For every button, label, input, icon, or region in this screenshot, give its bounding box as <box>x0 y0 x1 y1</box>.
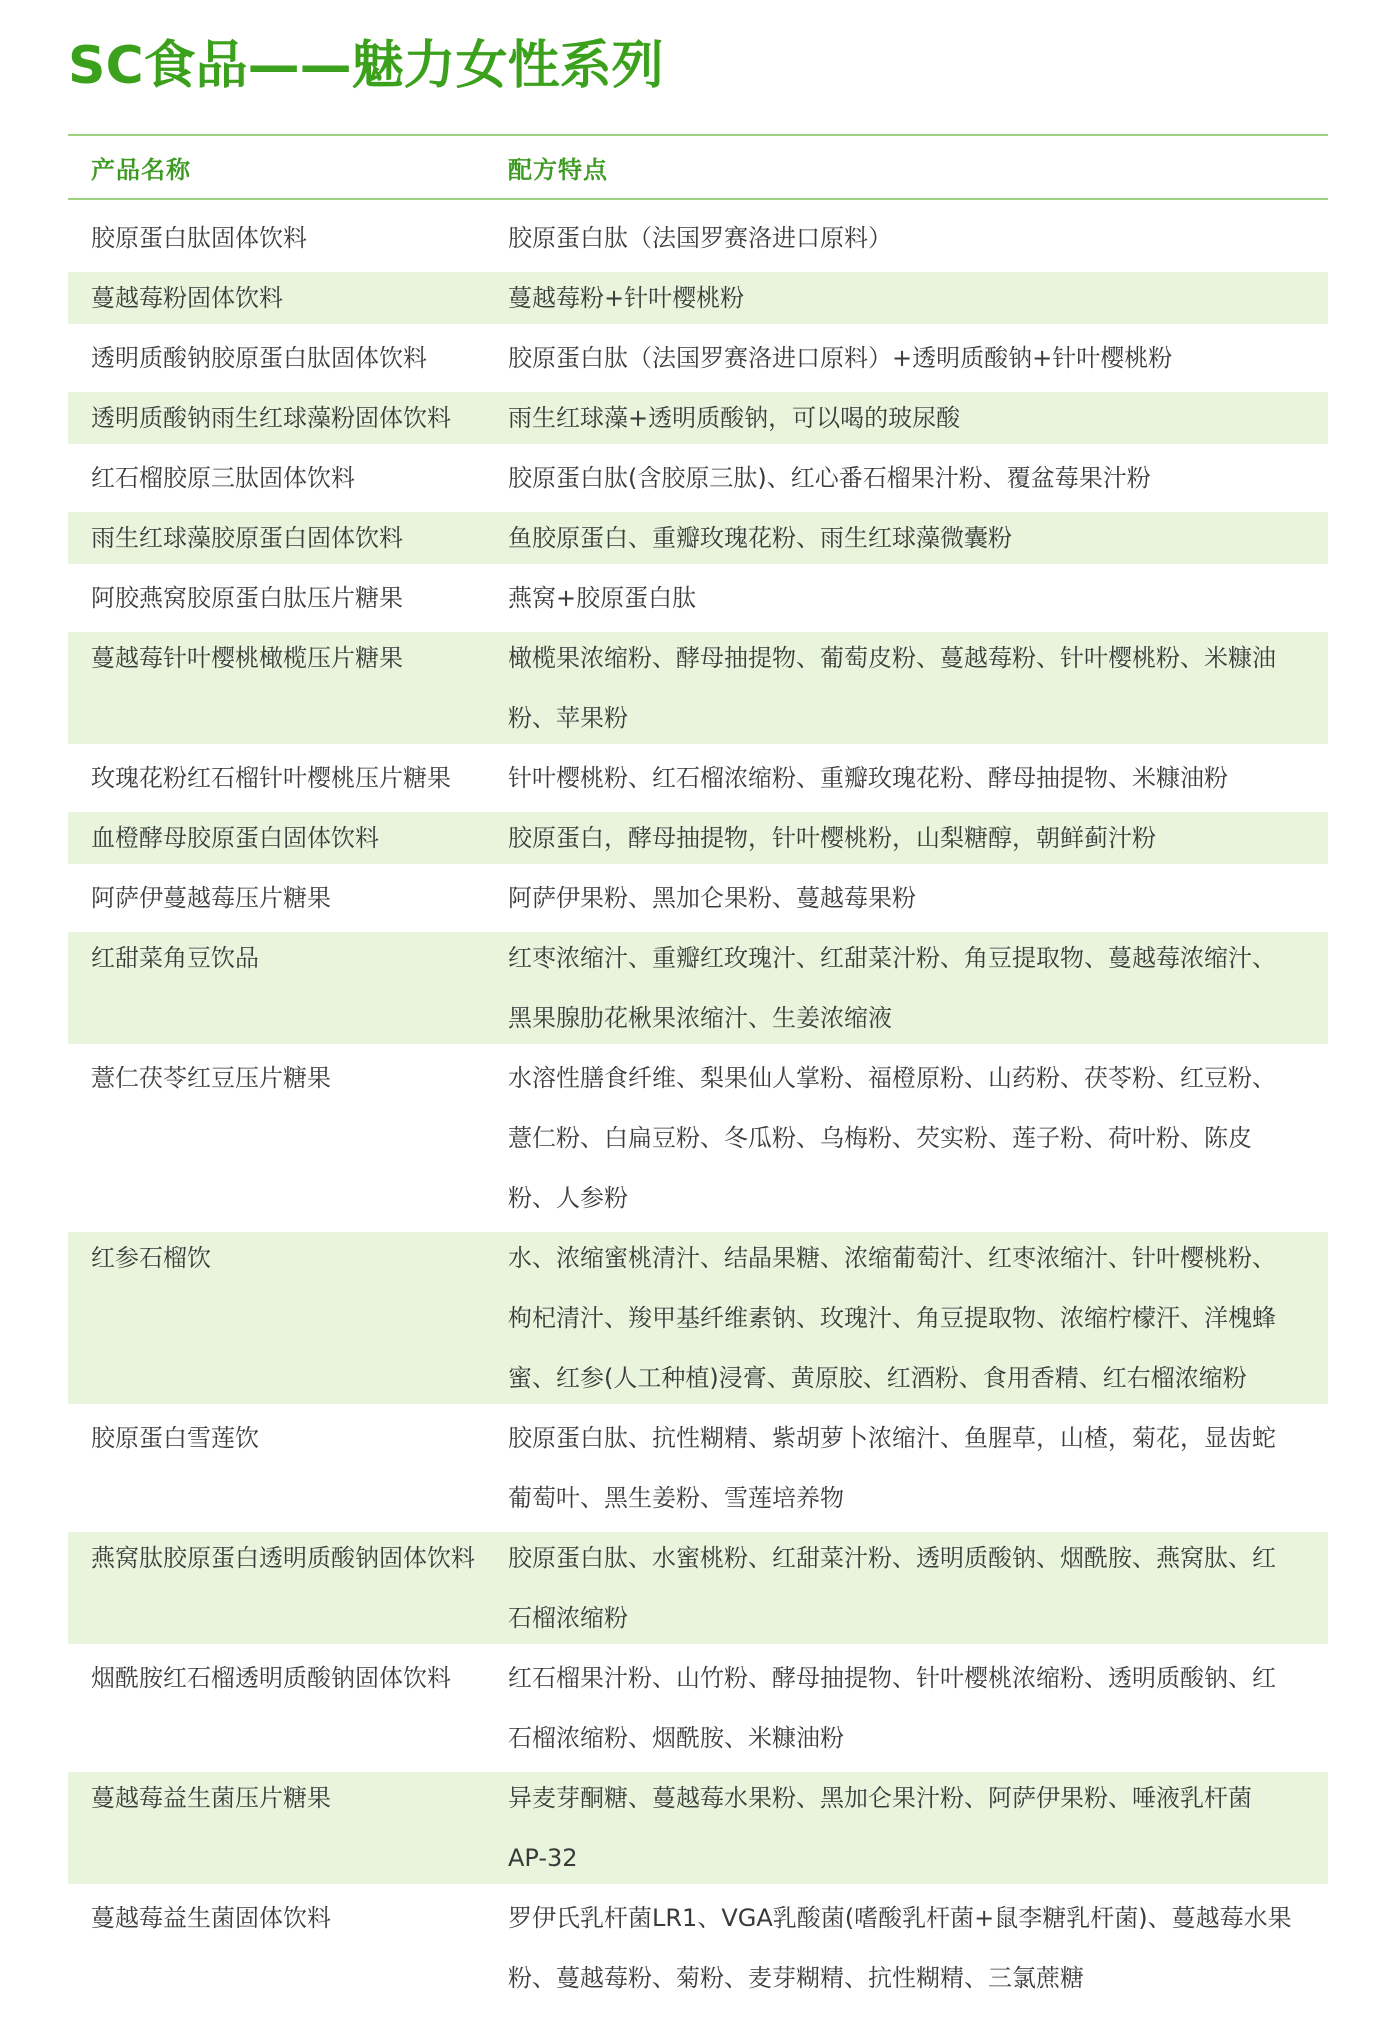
product-name-cell: 蔓越莓益生菌压片糖果 <box>91 1784 331 1812</box>
formula-cell: 蔓越莓粉+针叶樱桃粉 <box>508 284 745 312</box>
page-title: SC食品——魅力女性系列 <box>68 36 664 96</box>
table-row <box>68 388 1328 448</box>
table-row <box>68 748 1328 808</box>
product-name-cell: 蔓越莓针叶樱桃橄榄压片糖果 <box>91 644 403 672</box>
product-name-cell: 胶原蛋白肽固体饮料 <box>91 224 307 252</box>
column-header-formula: 配方特点 <box>508 155 608 184</box>
formula-cell: 燕窝+胶原蛋白肽 <box>508 584 697 612</box>
table-row <box>68 868 1328 928</box>
product-name-cell: 透明质酸钠胶原蛋白肽固体饮料 <box>91 344 427 372</box>
product-name-cell: 透明质酸钠雨生红球藻粉固体饮料 <box>91 404 451 432</box>
table-row <box>68 1528 1328 1648</box>
product-name-cell: 雨生红球藻胶原蛋白固体饮料 <box>91 524 403 552</box>
product-name-cell: 蔓越莓粉固体饮料 <box>91 284 283 312</box>
product-name-cell: 阿萨伊蔓越莓压片糖果 <box>91 884 331 912</box>
formula-cell: 胶原蛋白肽、抗性糊精、紫胡萝卜浓缩汁、鱼腥草，山楂，菊花，显齿蛇 葡萄叶、黑生姜粉、雪莲培养物 <box>508 1424 1276 1512</box>
table-row <box>68 1048 1328 1228</box>
formula-cell: 鱼胶原蛋白、重瓣玫瑰花粉、雨生红球藻微囊粉 <box>508 524 1012 552</box>
formula-cell: 胶原蛋白，酵母抽提物，针叶樱桃粉，山梨糖醇，朝鲜蓟汁粉 <box>508 824 1156 852</box>
formula-cell: 胶原蛋白肽(含胶原三肽)、红心番石榴果汁粉、覆盆莓果汁粉 <box>508 464 1151 492</box>
product-name-cell: 红石榴胶原三肽固体饮料 <box>91 464 355 492</box>
product-table <box>68 134 1328 2008</box>
formula-cell: 异麦芽酮糖、蔓越莓水果粉、黑加仑果汁粉、阿萨伊果粉、唾液乳杆菌 AP-32 <box>508 1784 1252 1872</box>
product-name-cell: 红参石榴饮 <box>91 1244 211 1272</box>
product-name-cell: 阿胶燕窝胶原蛋白肽压片糖果 <box>91 584 403 612</box>
table-row <box>68 328 1328 388</box>
table-row <box>68 628 1328 748</box>
table-row <box>68 1768 1328 1888</box>
table-row <box>68 508 1328 568</box>
product-name-cell: 血橙酵母胶原蛋白固体饮料 <box>91 824 379 852</box>
table-row <box>68 808 1328 868</box>
product-name-cell: 玫瑰花粉红石榴针叶樱桃压片糖果 <box>91 764 451 792</box>
formula-cell: 胶原蛋白肽、水蜜桃粉、红甜菜汁粉、透明质酸钠、烟酰胺、燕窝肽、红 石榴浓缩粉 <box>508 1544 1276 1632</box>
table-row <box>68 448 1328 508</box>
column-header-product-name: 产品名称 <box>91 155 191 184</box>
formula-cell: 红石榴果汁粉、山竹粉、酵母抽提物、针叶樱桃浓缩粉、透明质酸钠、红 石榴浓缩粉、烟酰胺、米糠油粉 <box>508 1664 1276 1752</box>
table-header <box>68 134 1328 200</box>
formula-cell: 橄榄果浓缩粉、酵母抽提物、葡萄皮粉、蔓越莓粉、针叶樱桃粉、米糠油 粉、苹果粉 <box>508 644 1276 732</box>
formula-cell: 针叶樱桃粉、红石榴浓缩粉、重瓣玫瑰花粉、酵母抽提物、米糠油粉 <box>508 764 1228 792</box>
formula-cell: 雨生红球藻+透明质酸钠，可以喝的玻尿酸 <box>508 404 961 432</box>
table-row <box>68 268 1328 328</box>
product-name-cell: 胶原蛋白雪莲饮 <box>91 1424 259 1452</box>
table-body <box>68 208 1328 2008</box>
table-row <box>68 1888 1328 2008</box>
product-name-cell: 烟酰胺红石榴透明质酸钠固体饮料 <box>91 1664 451 1692</box>
table-row <box>68 1408 1328 1528</box>
table-row <box>68 928 1328 1048</box>
formula-cell: 水溶性膳食纤维、梨果仙人掌粉、福橙原粉、山药粉、茯苓粉、红豆粉、 薏仁粉、白扁豆粉、冬瓜粉、乌梅粉、芡实粉、莲子粉、荷叶粉、陈皮 粉、人参粉 <box>508 1064 1276 1212</box>
formula-cell: 阿萨伊果粉、黑加仑果粉、蔓越莓果粉 <box>508 884 916 912</box>
table-row <box>68 208 1328 268</box>
table-row <box>68 1228 1328 1408</box>
table-row <box>68 568 1328 628</box>
table-row <box>68 1648 1328 1768</box>
formula-cell: 胶原蛋白肽（法国罗赛洛进口原料）+透明质酸钠+针叶樱桃粉 <box>508 344 1173 372</box>
product-name-cell: 蔓越莓益生菌固体饮料 <box>91 1904 331 1932</box>
product-name-cell: 红甜菜角豆饮品 <box>91 944 259 972</box>
product-name-cell: 薏仁茯苓红豆压片糖果 <box>91 1064 331 1092</box>
product-name-cell: 燕窝肽胶原蛋白透明质酸钠固体饮料 <box>91 1544 475 1572</box>
formula-cell: 胶原蛋白肽（法国罗赛洛进口原料） <box>508 224 892 252</box>
formula-cell: 水、浓缩蜜桃清汁、结晶果糖、浓缩葡萄汁、红枣浓缩汁、针叶樱桃粉、 枸杞清汁、羧甲基纤维素钠、玫瑰汁、角豆提取物、浓缩柠檬汗、洋槐蜂 蜜、红参(人工种植)浸膏、黄原胶、红酒粉、食用香精、红右榴浓缩粉 <box>508 1244 1276 1392</box>
formula-cell: 红枣浓缩汁、重瓣红玫瑰汁、红甜菜汁粉、角豆提取物、蔓越莓浓缩汁、 黑果腺肋花楸果浓缩汁、生姜浓缩液 <box>508 944 1276 1032</box>
formula-cell: 罗伊氏乳杆菌LR1、VGA乳酸菌(嗜酸乳杆菌+鼠李糖乳杆菌)、蔓越莓水果 粉、蔓越莓粉、菊粉、麦芽糊精、抗性糊精、三氯蔗糖 <box>508 1904 1292 1992</box>
